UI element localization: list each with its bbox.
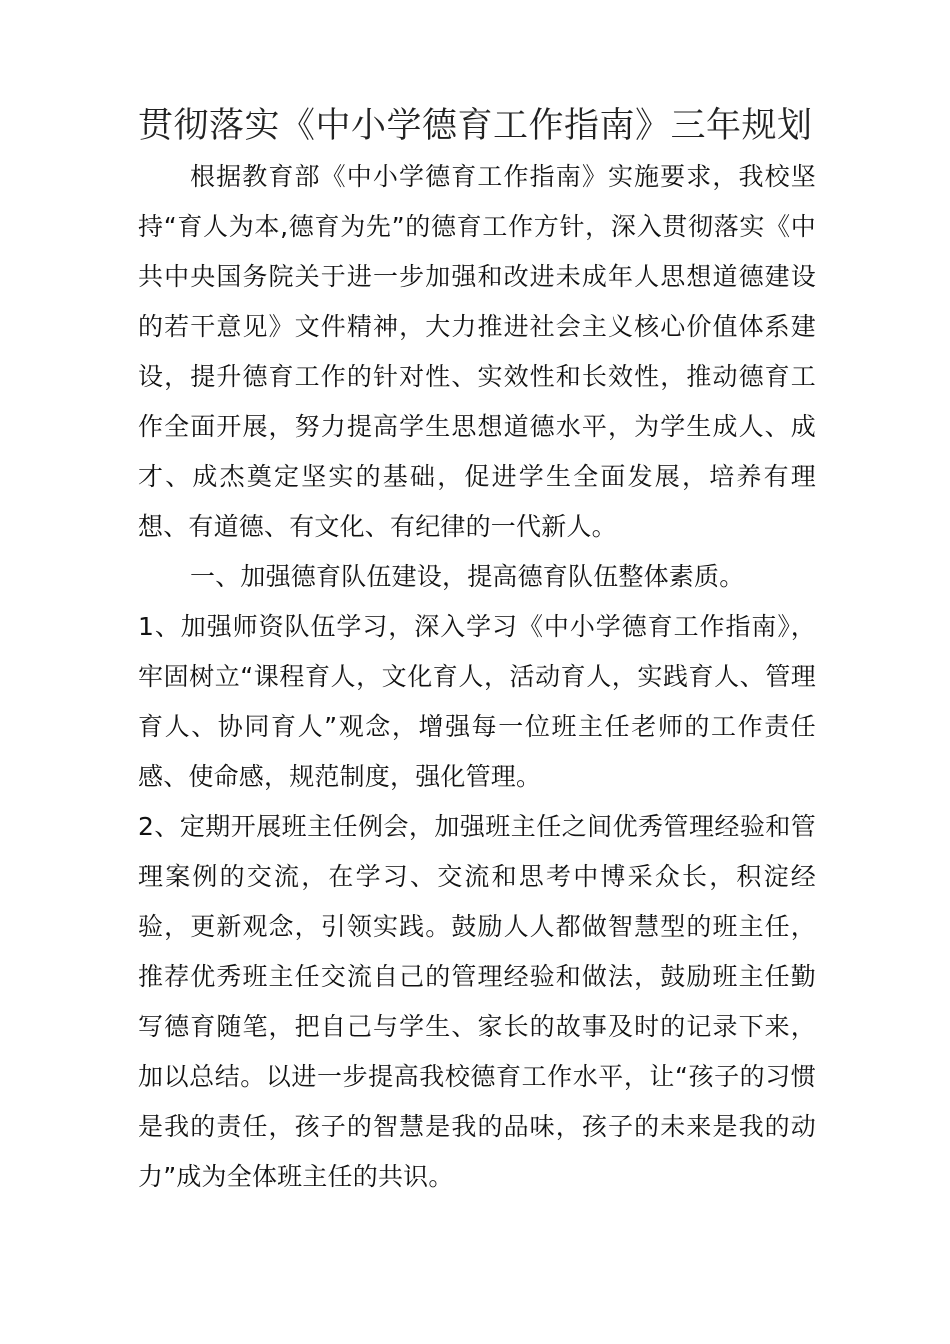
list-item-1: 1、加强师资队伍学习，深入学习《中小学德育工作指南》，牢固树立“课程育人，文化育人，活动育人，实践育人、管理育人、协同育人”观念，增强每一位班主任老师的工作责任感、使命感，规范制度，强化管理。 xyxy=(138,612,816,791)
document-title: 贯彻落实《中小学德育工作指南》三年规划 xyxy=(138,106,813,146)
list-item-2: 2、定期开展班主任例会，加强班主任之间优秀管理经验和管理案例的交流，在学习、交流和思考中博采众长，积淀经验，更新观念，引领实践。鼓励人人都做智慧型的班主任，推荐优秀班主任交流自己的管理经验和做法，鼓励班主任勤写德育随笔，把自己与学生、家长的故事及时的记录下来，加以总结。以进一步提高我校德育工作水平，让“孩子的习惯是我的责任，孩子的智慧是我的品味，孩子的未来是我的动力”成为全体班主任的共识。 xyxy=(138,812,816,1191)
intro-paragraph: 根据教育部《中小学德育工作指南》实施要求，我校坚持“育人为本,德育为先”的德育工作方针，深入贯彻落实《中共中央国务院关于进一步加强和改进未成年人思想道德建设的若干意见》文件精神，大力推进社会主义核心价值体系建设，提升德育工作的针对性、实效性和长效性，推动德育工作全面开展，努力提高学生思想道德水平，为学生成人、成才、成杰奠定坚实的基础，促进学生全面发展，培养有理想、有道德、有文化、有纪律的一代新人。 xyxy=(138,162,816,541)
document-body xyxy=(138,152,816,1202)
section-heading-1: 一、加强德育队伍建设，提高德育队伍整体素质。 xyxy=(190,562,745,591)
